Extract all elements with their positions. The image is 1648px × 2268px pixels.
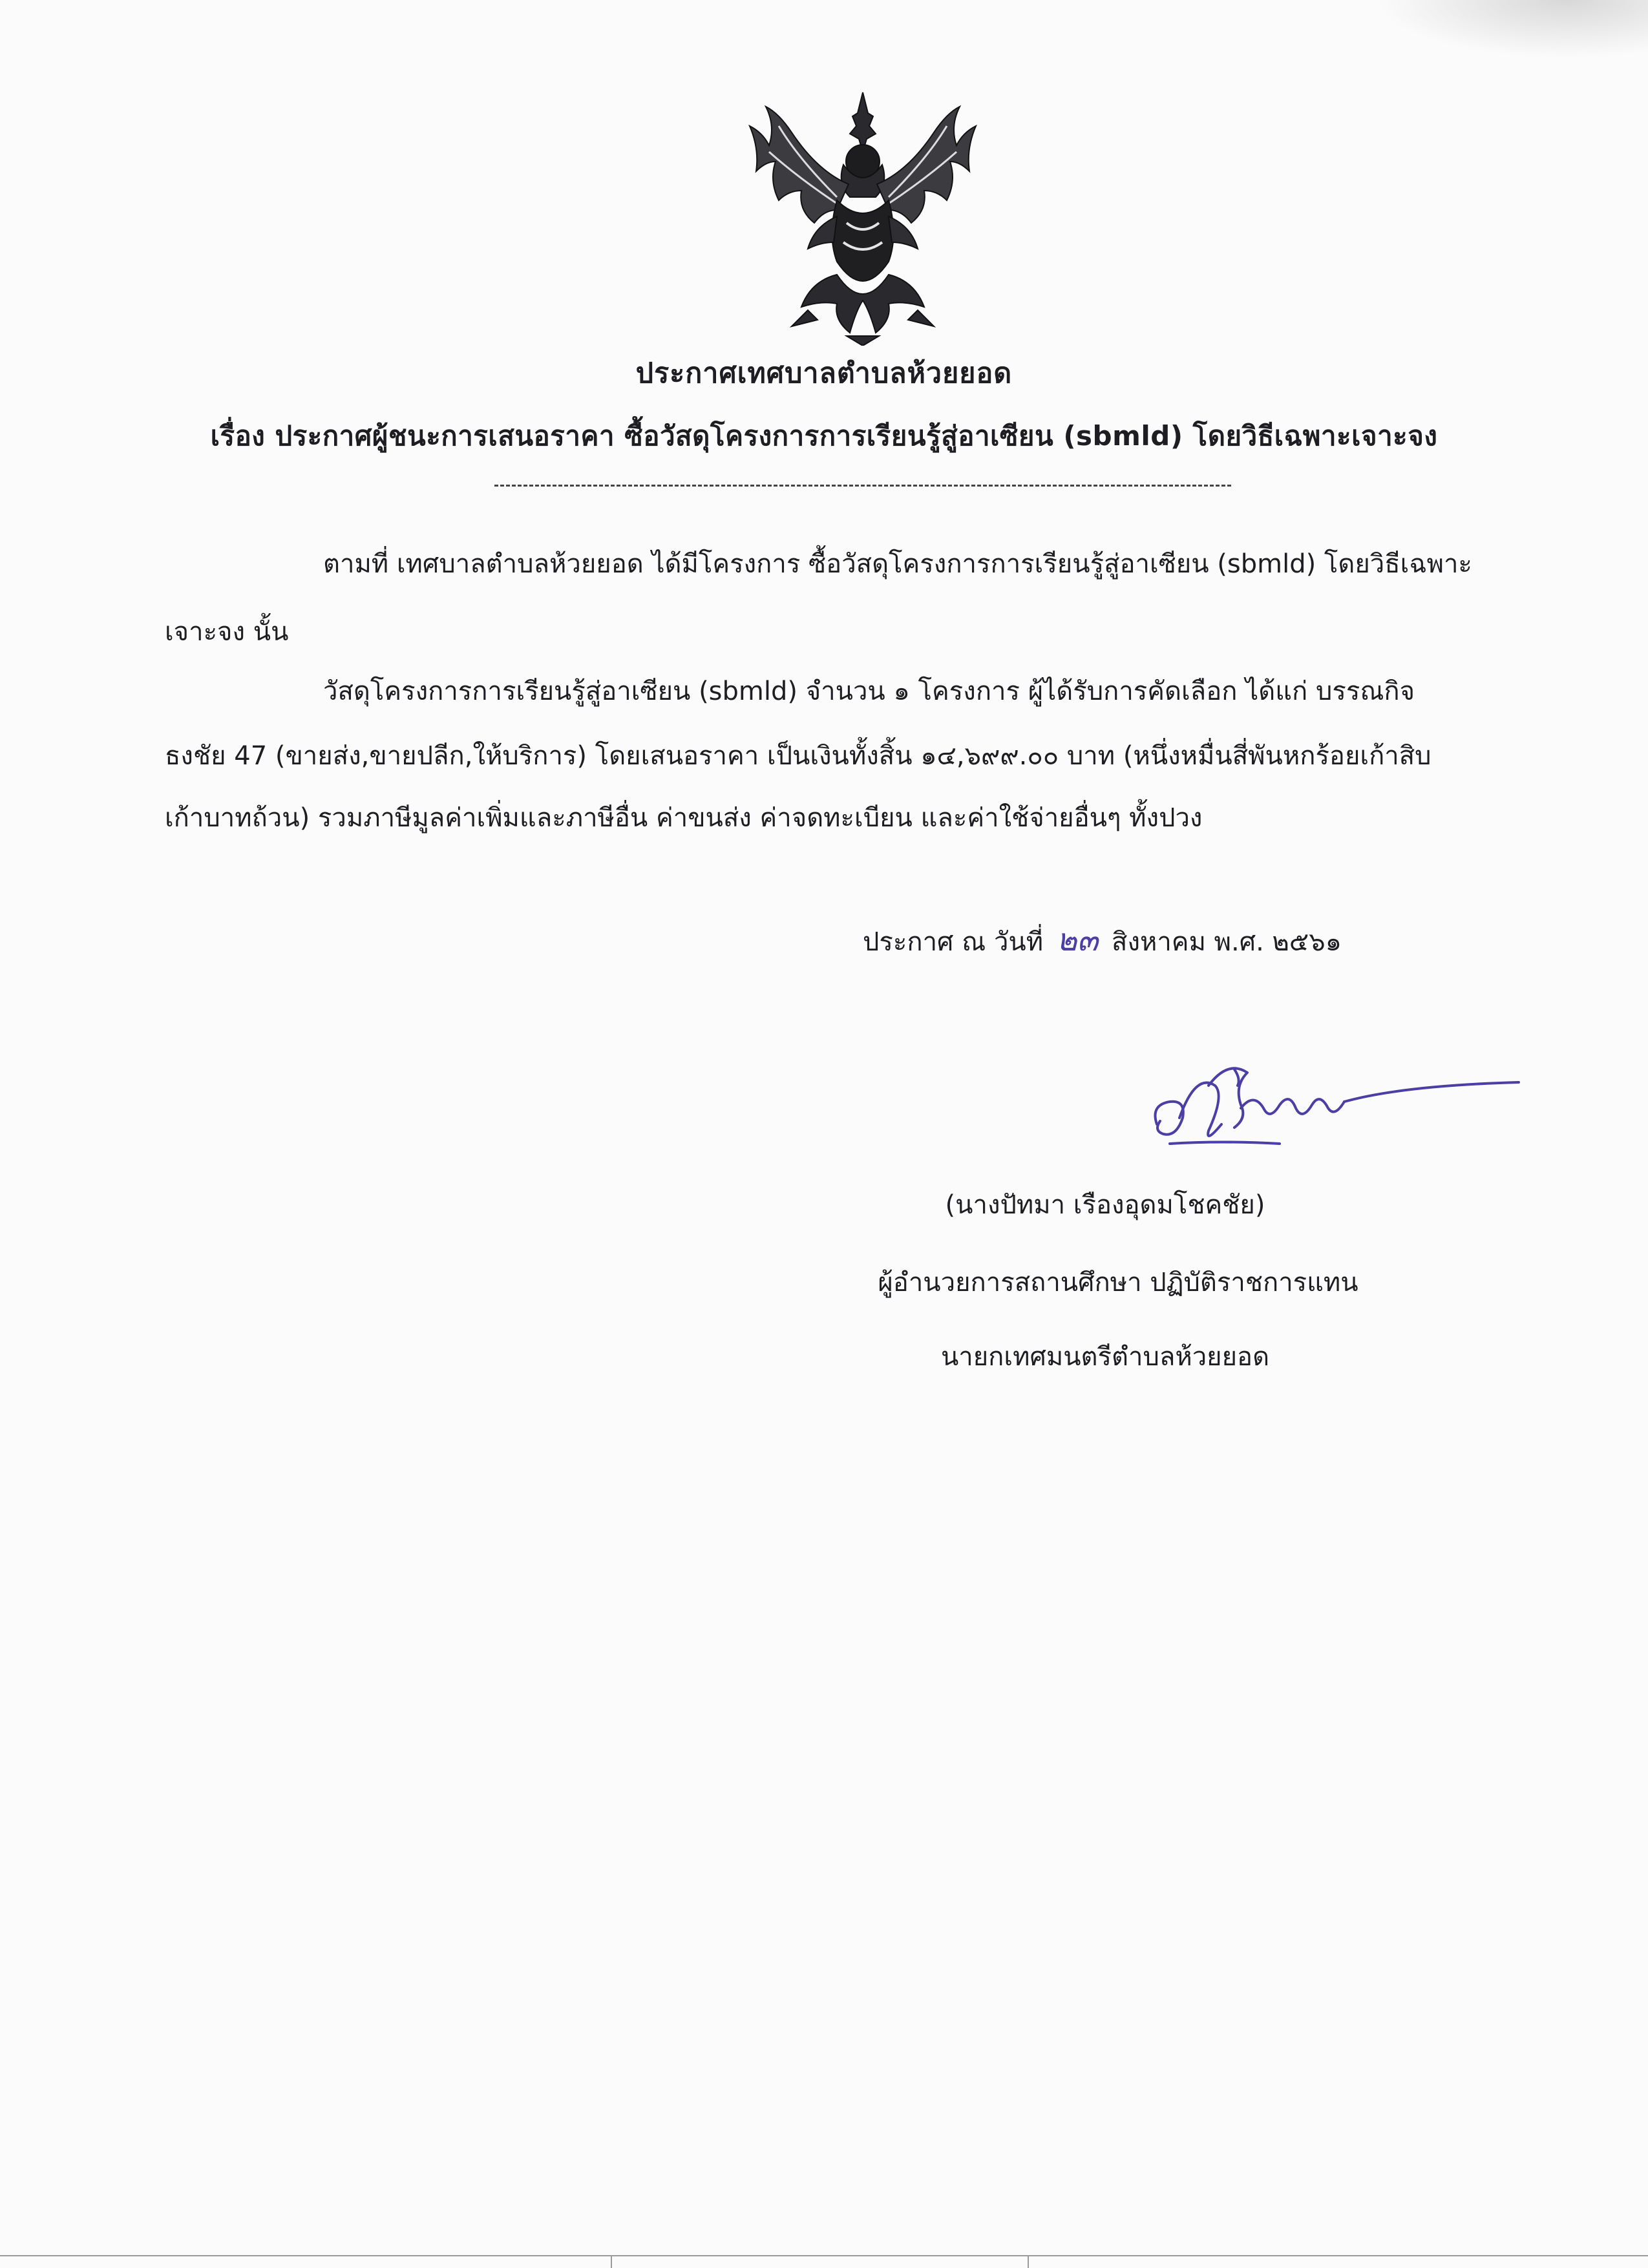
scan-bottom-edge — [0, 2255, 1648, 2256]
scan-edge-mark — [611, 2255, 612, 2268]
garuda-emblem-icon — [740, 87, 986, 346]
paragraph-2-line-3: เก้าบาทถ้วน) รวมภาษีมูลค่าเพิ่มและภาษีอื่น ค่าขนส่ง ค่าจดทะเบียน และค่าใช้จ่ายอื่นๆ ทั้งปวง — [165, 803, 1203, 833]
announcement-date — [863, 921, 1342, 961]
signatory-name: (นางปัทมา เรืองอุดมโชคชัย) — [945, 1190, 1265, 1220]
date-prefix: ประกาศ ณ วันที่ — [863, 927, 1044, 957]
date-suffix: สิงหาคม พ.ศ. ๒๕๖๑ — [1112, 927, 1342, 957]
paragraph-2-line-2: ธงชัย 47 (ขายส่ง,ขายปลีก,ให้บริการ) โดยเสนอราคา เป็นเงินทั้งสิ้น ๑๔,๖๙๙.๐๐ บาท (หนึ่งหมื่นสี่พันหกร้อยเก้าสิบ — [165, 741, 1431, 771]
scan-edge-mark — [1028, 2255, 1029, 2268]
date-day-handwritten: ๒๓ — [1056, 922, 1099, 958]
signatory-position: ผู้อำนวยการสถานศึกษา ปฏิบัติราชการแทน — [878, 1268, 1358, 1297]
scan-artifact — [1377, 0, 1648, 58]
announcement-subject: เรื่อง ประกาศผู้ชนะการเสนอราคา ซื้อวัสดุโครงการการเรียนรู้สู่อาเซียน (sbmld) โดยวิธีเฉพาะเจาะจง — [210, 420, 1438, 452]
paragraph-1-line-1: ตามที่ เทศบาลตำบลห้วยยอด ได้มีโครงการ ซื้อวัสดุโครงการการเรียนรู้สู่อาเซียน (sbmld) โดยวิธีเฉพาะ — [323, 549, 1472, 579]
paragraph-2-line-1: วัสดุโครงการการเรียนรู้สู่อาเซียน (sbmld) จำนวน ๑ โครงการ ผู้ได้รับการคัดเลือก ได้แก่ บรรณกิจ — [323, 677, 1415, 706]
announcement-title: ประกาศเทศบาลตำบลห้วยยอด — [635, 357, 1013, 390]
handwritten-signature — [1144, 1047, 1532, 1163]
header-divider — [494, 485, 1231, 487]
signatory-position-on-behalf: นายกเทศมนตรีตำบลห้วยยอด — [940, 1342, 1270, 1372]
paragraph-1-line-2: เจาะจง นั้น — [165, 617, 289, 647]
